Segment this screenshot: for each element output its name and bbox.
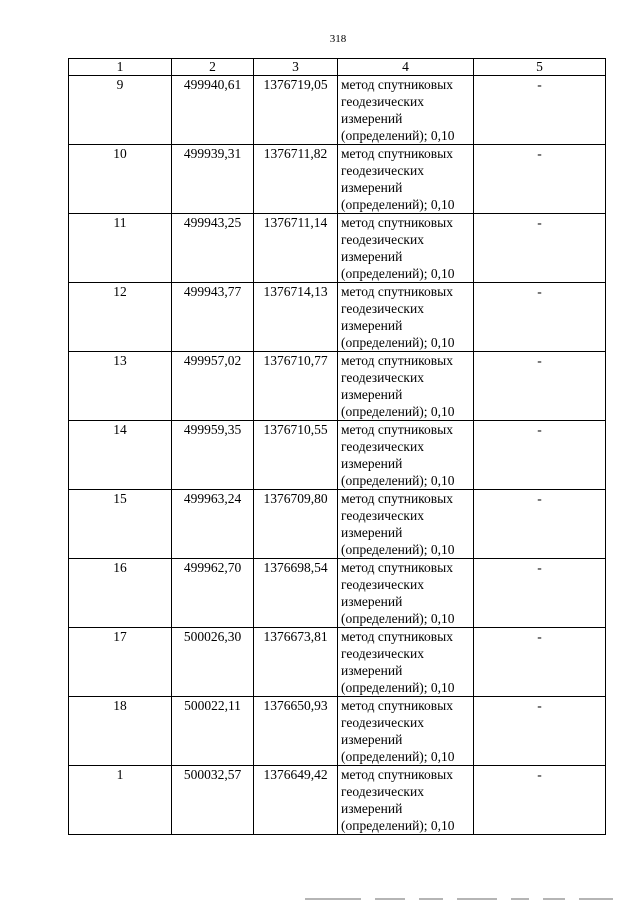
method-line: метод спутниковых: [341, 560, 453, 575]
method-line: геодезических: [341, 715, 424, 730]
coord-y: 1376714,13: [254, 283, 338, 352]
method-cell: [338, 559, 474, 628]
method-line: геодезических: [341, 784, 424, 799]
method-cell: [338, 697, 474, 766]
table-body: [69, 76, 606, 835]
method-line: геодезических: [341, 577, 424, 592]
coord-y: 1376710,55: [254, 421, 338, 490]
method-cell: [338, 283, 474, 352]
point-number: 10: [69, 145, 172, 214]
method-cell: [338, 352, 474, 421]
coord-y: 1376698,54: [254, 559, 338, 628]
method-line: измерений: [341, 732, 403, 747]
table-row: [69, 352, 606, 421]
point-number: 17: [69, 628, 172, 697]
point-number: 18: [69, 697, 172, 766]
method-line: геодезических: [341, 508, 424, 523]
method-line: метод спутниковых: [341, 491, 453, 506]
table-row: [69, 214, 606, 283]
note-cell: -: [474, 697, 606, 766]
method-line: (определений); 0,10: [341, 749, 455, 764]
table-row: [69, 76, 606, 145]
point-number: 11: [69, 214, 172, 283]
method-line: измерений: [341, 594, 403, 609]
table-row: [69, 490, 606, 559]
method-line: метод спутниковых: [341, 353, 453, 368]
scan-mark: [457, 898, 497, 900]
coord-y: 1376673,81: [254, 628, 338, 697]
note-cell: -: [474, 559, 606, 628]
method-line: метод спутниковых: [341, 215, 453, 230]
note-cell: -: [474, 421, 606, 490]
scan-mark: [511, 898, 529, 900]
method-line: метод спутниковых: [341, 284, 453, 299]
table-row: [69, 697, 606, 766]
method-line: (определений); 0,10: [341, 128, 455, 143]
point-number: 14: [69, 421, 172, 490]
coord-y: 1376711,82: [254, 145, 338, 214]
method-line: измерений: [341, 180, 403, 195]
method-line: метод спутниковых: [341, 422, 453, 437]
note-cell: -: [474, 490, 606, 559]
method-line: метод спутниковых: [341, 146, 453, 161]
coord-x: 499959,35: [172, 421, 254, 490]
coord-x: 499943,77: [172, 283, 254, 352]
method-line: геодезических: [341, 646, 424, 661]
point-number: 13: [69, 352, 172, 421]
method-line: метод спутниковых: [341, 77, 453, 92]
coord-x: 499963,24: [172, 490, 254, 559]
coord-y: 1376719,05: [254, 76, 338, 145]
method-line: (определений); 0,10: [341, 542, 455, 557]
note-cell: -: [474, 76, 606, 145]
table-row: [69, 766, 606, 835]
point-number: 1: [69, 766, 172, 835]
header-col-3: 3: [254, 59, 338, 76]
table-row: [69, 559, 606, 628]
note-cell: -: [474, 283, 606, 352]
method-line: (определений); 0,10: [341, 404, 455, 419]
table-row: [69, 145, 606, 214]
method-line: измерений: [341, 663, 403, 678]
coord-x: 499940,61: [172, 76, 254, 145]
table-row: [69, 628, 606, 697]
method-cell: [338, 766, 474, 835]
point-number: 9: [69, 76, 172, 145]
method-cell: [338, 421, 474, 490]
method-cell: [338, 214, 474, 283]
coord-x: 500026,30: [172, 628, 254, 697]
method-line: измерений: [341, 249, 403, 264]
method-line: геодезических: [341, 370, 424, 385]
table-row: [69, 421, 606, 490]
method-cell: [338, 145, 474, 214]
header-col-4: 4: [338, 59, 474, 76]
method-line: измерений: [341, 387, 403, 402]
header-col-5: 5: [474, 59, 606, 76]
coord-x: 499957,02: [172, 352, 254, 421]
method-cell: [338, 490, 474, 559]
method-line: (определений); 0,10: [341, 335, 455, 350]
point-number: 15: [69, 490, 172, 559]
point-number: 16: [69, 559, 172, 628]
note-cell: -: [474, 628, 606, 697]
method-line: измерений: [341, 801, 403, 816]
method-line: метод спутниковых: [341, 629, 453, 644]
method-cell: [338, 628, 474, 697]
coord-x: 499939,31: [172, 145, 254, 214]
method-line: измерений: [341, 525, 403, 540]
method-line: геодезических: [341, 232, 424, 247]
point-number: 12: [69, 283, 172, 352]
note-cell: -: [474, 352, 606, 421]
coordinates-table: [68, 58, 606, 835]
table-row: [69, 283, 606, 352]
method-line: геодезических: [341, 163, 424, 178]
method-line: (определений); 0,10: [341, 818, 455, 833]
method-line: метод спутниковых: [341, 698, 453, 713]
method-line: (определений); 0,10: [341, 611, 455, 626]
scan-mark: [305, 898, 361, 900]
method-line: измерений: [341, 111, 403, 126]
method-line: измерений: [341, 318, 403, 333]
coord-x: 499962,70: [172, 559, 254, 628]
scan-mark: [375, 898, 405, 900]
method-line: (определений); 0,10: [341, 197, 455, 212]
scan-mark: [543, 898, 565, 900]
coord-y: 1376649,42: [254, 766, 338, 835]
note-cell: -: [474, 145, 606, 214]
coord-y: 1376711,14: [254, 214, 338, 283]
coord-y: 1376709,80: [254, 490, 338, 559]
method-line: геодезических: [341, 94, 424, 109]
table-header-row: [69, 59, 606, 76]
scan-mark: [419, 898, 443, 900]
header-col-2: 2: [172, 59, 254, 76]
method-line: (определений); 0,10: [341, 266, 455, 281]
page-number: 318: [329, 33, 347, 45]
note-cell: -: [474, 214, 606, 283]
method-line: геодезических: [341, 439, 424, 454]
scan-mark: [579, 898, 613, 900]
note-cell: -: [474, 766, 606, 835]
method-line: геодезических: [341, 301, 424, 316]
coord-x: 500032,57: [172, 766, 254, 835]
coord-y: 1376650,93: [254, 697, 338, 766]
method-line: (определений); 0,10: [341, 680, 455, 695]
method-cell: [338, 76, 474, 145]
method-line: метод спутниковых: [341, 767, 453, 782]
header-col-1: 1: [69, 59, 172, 76]
scan-artifact-marks: [305, 898, 615, 901]
coord-x: 500022,11: [172, 697, 254, 766]
coord-x: 499943,25: [172, 214, 254, 283]
method-line: измерений: [341, 456, 403, 471]
method-line: (определений); 0,10: [341, 473, 455, 488]
coord-y: 1376710,77: [254, 352, 338, 421]
